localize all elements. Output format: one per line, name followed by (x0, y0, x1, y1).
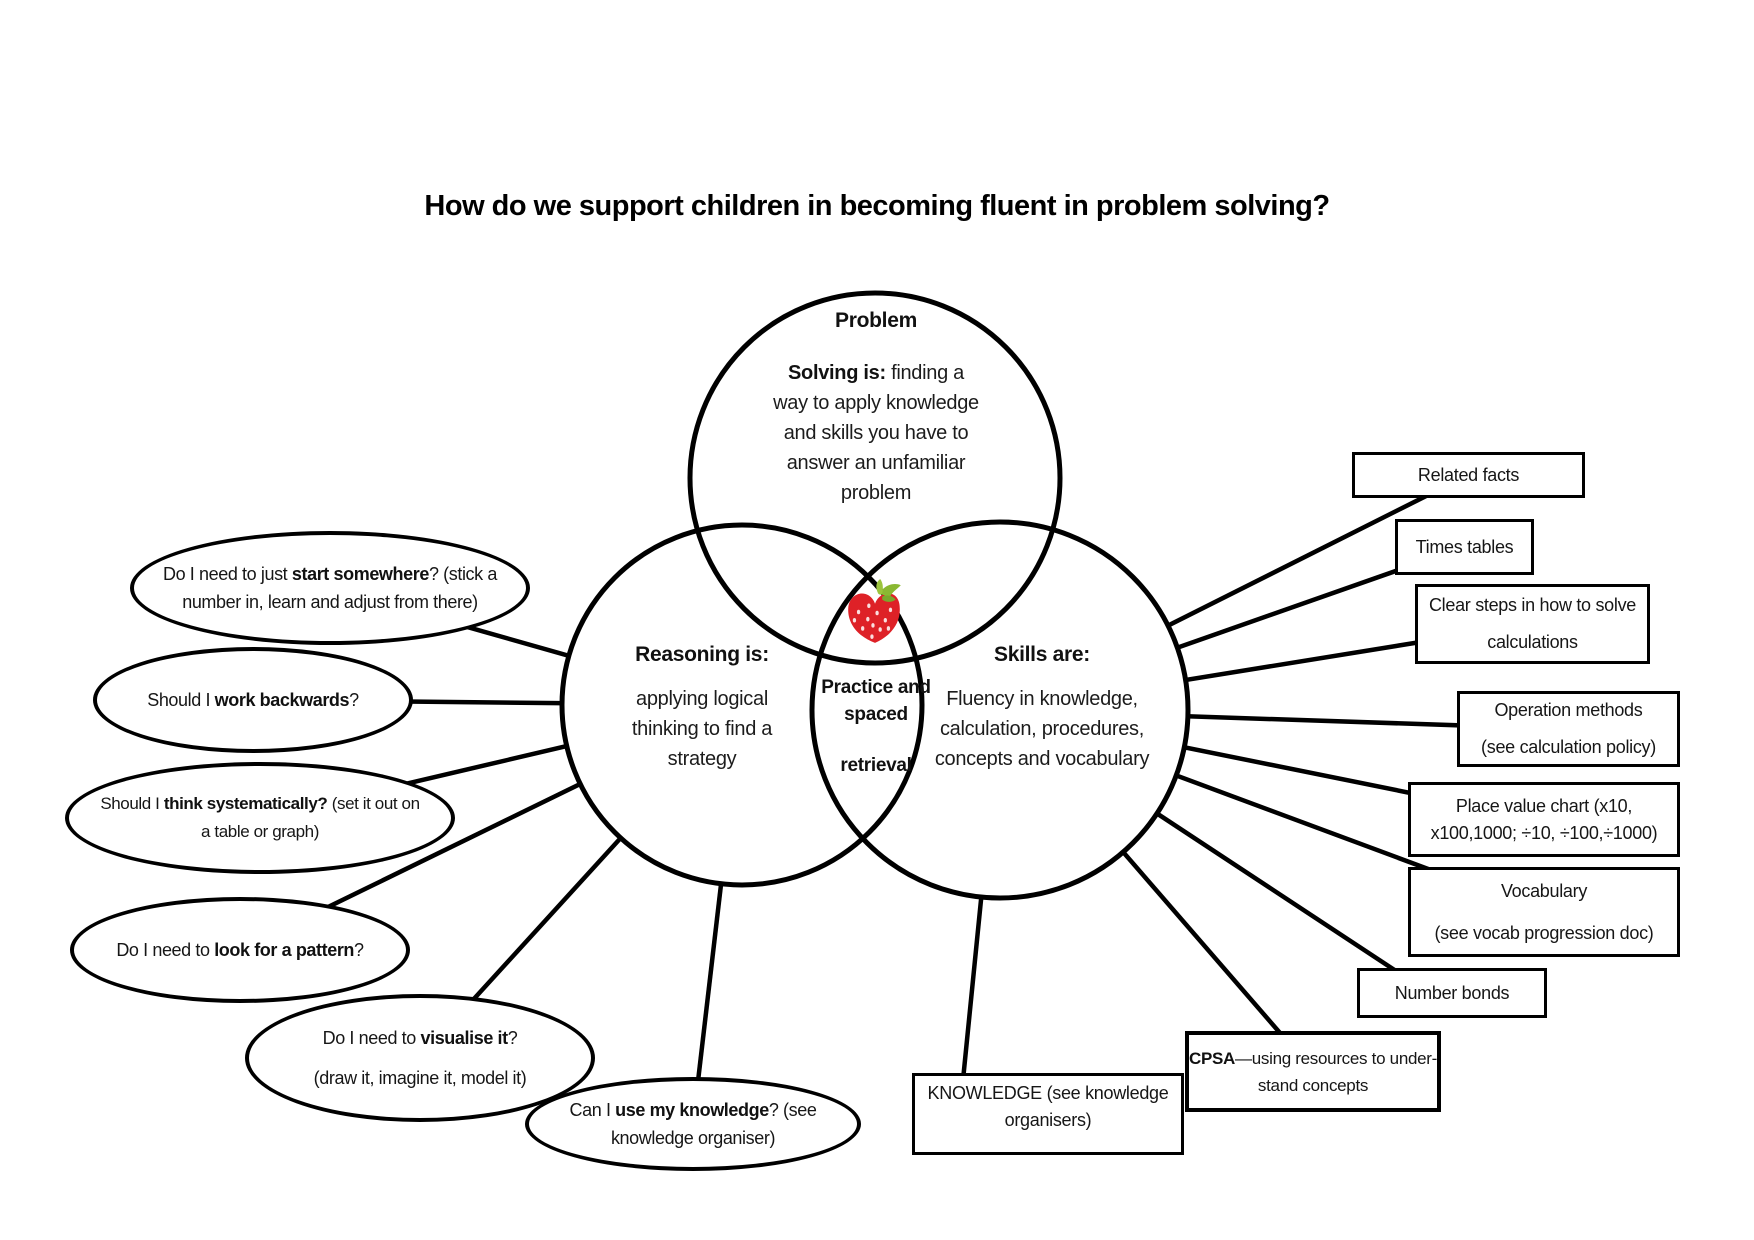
bubble-text: Do I need to just start somewhere? (stick a number in, learn and adjust from there) (163, 564, 497, 612)
box-operation-methods (1457, 691, 1680, 767)
bubble-work-backwards (93, 647, 413, 753)
box-text: Times tables (1415, 537, 1514, 557)
bubble-look-for-pattern (70, 897, 410, 1003)
bubble-start-somewhere (130, 531, 530, 645)
box-text: Operation methods (see calculation policy) (1481, 700, 1656, 757)
box-text: Clear steps in how to solve calculations (1428, 595, 1636, 652)
box-text: Vocabulary (see vocab progression doc) (1434, 881, 1654, 943)
problem-heading: Problem (835, 309, 917, 332)
box-text: Related facts (1417, 465, 1520, 485)
box-knowledge (912, 1073, 1184, 1155)
skills-circle-text: Skills are: Fluency in knowledge, calculation, procedures, concepts and vocabulary (922, 640, 1162, 774)
box-text: CPSA—using resources to under- stand concepts (1188, 1048, 1438, 1095)
box-number-bonds (1357, 968, 1547, 1018)
box-clear-steps (1415, 584, 1650, 664)
strawberry-image (841, 578, 907, 648)
center-overlap-text: Practice and spaced retrieval (821, 677, 931, 776)
page-title: How do we support children in becoming fluent in problem solving? (424, 190, 1330, 222)
bubble-text: Can I use my knowledge? (see knowledge organiser) (569, 1100, 817, 1148)
box-cpsa (1185, 1031, 1441, 1112)
reasoning-heading: Reasoning is: (635, 643, 769, 666)
box-text: KNOWLEDGE (see knowledge organisers) (927, 1083, 1169, 1130)
box-times-tables (1395, 519, 1534, 575)
bubble-text: Do I need to visualise it? (draw it, imagine it, model it) (313, 1028, 527, 1088)
box-vocabulary (1408, 867, 1680, 957)
skills-heading: Skills are: (994, 643, 1090, 666)
bubble-text: Do I need to look for a pattern? (116, 940, 364, 960)
box-place-value-chart (1408, 782, 1680, 857)
bubble-text: Should I think systematically? (set it out on a table or graph) (100, 794, 420, 841)
bubble-think-systematically (65, 762, 455, 874)
problem-circle-text: Problem Solving is: finding a way to apply knowledge and skills you have to answer an unfamiliar problem (764, 306, 988, 508)
bubble-text: Should I work backwards? (147, 690, 359, 710)
box-text: Place value chart (x10, x100,1000; ÷10, ÷100,÷1000) (1430, 795, 1658, 843)
box-text: Number bonds (1394, 983, 1510, 1003)
problem-lead-bold: Solving is: (787, 362, 886, 384)
reasoning-circle-text: Reasoning is: applying logical thinking to find a strategy (597, 640, 807, 774)
bubble-use-my-knowledge (525, 1077, 861, 1171)
box-related-facts (1352, 452, 1585, 498)
